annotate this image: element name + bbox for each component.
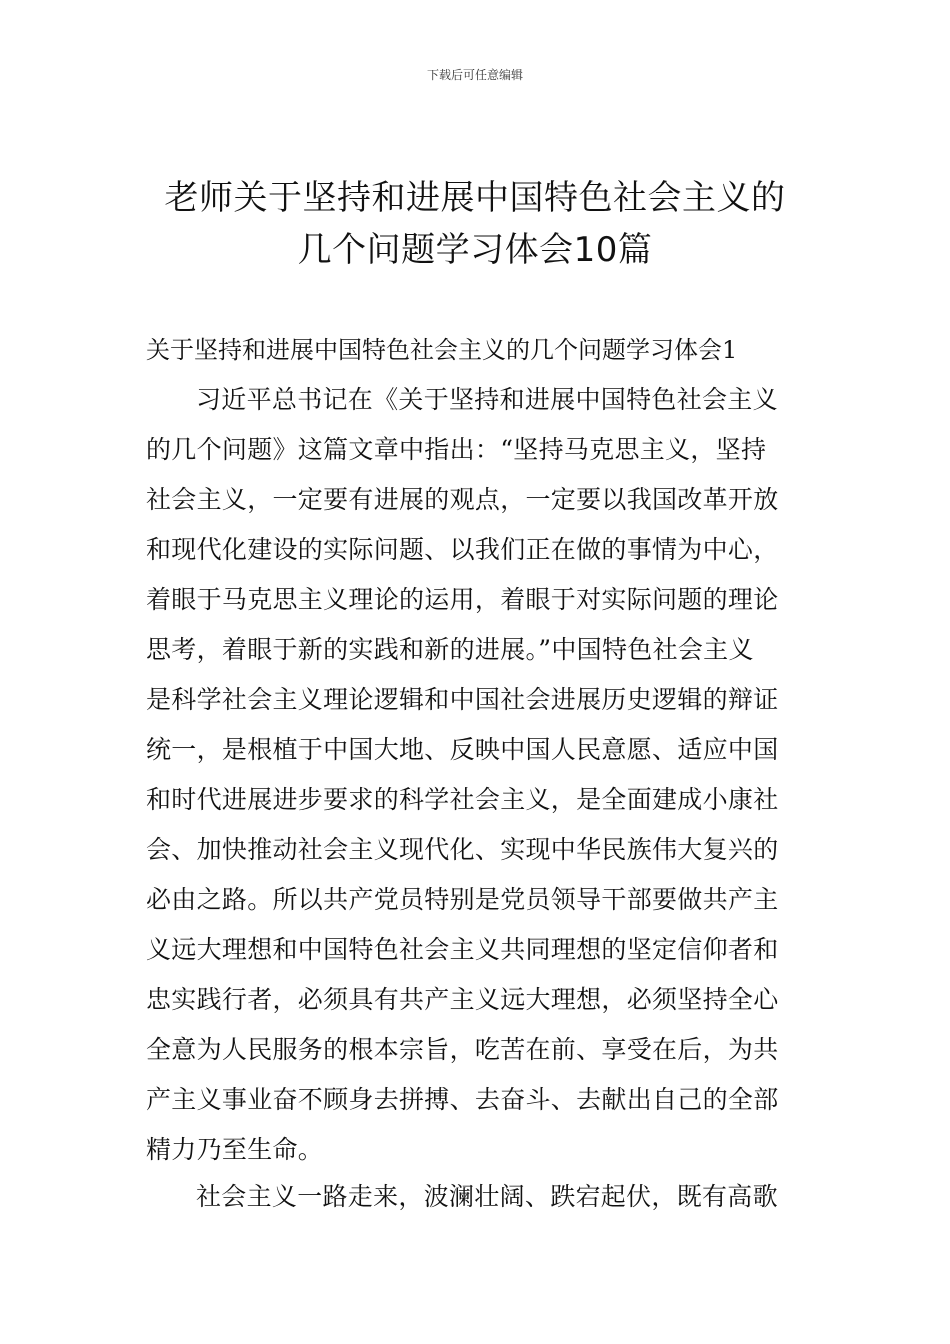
text-line: 的几个问题》这篇文章中指出：“坚持马克思主义，坚持 bbox=[146, 435, 767, 464]
section-heading: 关于坚持和进展中国特色社会主义的几个问题学习体会1 bbox=[146, 336, 738, 364]
body-paragraph-2 bbox=[146, 1172, 826, 1222]
text-line: 产主义事业奋不顾身去拼搏、去奋斗、去献出自己的全部 bbox=[146, 1085, 779, 1114]
text-line: 精力乃至生命。 bbox=[146, 1135, 324, 1164]
text-line: 是科学社会主义理论逻辑和中国社会进展历史逻辑的辩证 bbox=[146, 685, 779, 714]
text-line: 会、加快推动社会主义现代化、实现中华民族伟大复兴的 bbox=[146, 835, 779, 864]
text-line: 全意为人民服务的根本宗旨，吃苦在前、享受在后，为共 bbox=[146, 1035, 779, 1064]
text-line: 必由之路。所以共产党员特别是党员领导干部要做共产主 bbox=[146, 885, 779, 914]
text-line: 社会主义一路走来，波澜壮阔、跌宕起伏，既有高歌 bbox=[196, 1182, 778, 1211]
text-line: 和现代化建设的实际问题、以我们正在做的事情为中心， bbox=[146, 535, 779, 564]
text-line: 习近平总书记在《关于坚持和进展中国特色社会主义 bbox=[196, 385, 778, 414]
body-paragraph-1 bbox=[146, 375, 826, 1175]
text-line: 统一，是根植于中国大地、反映中国人民意愿、适应中国 bbox=[146, 735, 779, 764]
text-line: 忠实践行者，必须具有共产主义远大理想，必须坚持全心 bbox=[146, 985, 779, 1014]
title-line-1: 老师关于坚持和进展中国特色社会主义的 bbox=[164, 178, 786, 218]
title-line-2: 几个问题学习体会10篇 bbox=[297, 230, 653, 270]
text-line: 着眼于马克思主义理论的运用，着眼于对实际问题的理论 bbox=[146, 585, 779, 614]
text-line: 和时代进展进步要求的科学社会主义，是全面建成小康社 bbox=[146, 785, 779, 814]
header-note: 下载后可任意编辑 bbox=[426, 68, 523, 82]
text-line: 思考，着眼于新的实践和新的进展。”中国特色社会主义 bbox=[146, 635, 754, 664]
text-line: 社会主义，一定要有进展的观点，一定要以我国改革开放 bbox=[146, 485, 779, 514]
text-line: 义远大理想和中国特色社会主义共同理想的坚定信仰者和 bbox=[146, 935, 779, 964]
document-title bbox=[100, 172, 850, 276]
